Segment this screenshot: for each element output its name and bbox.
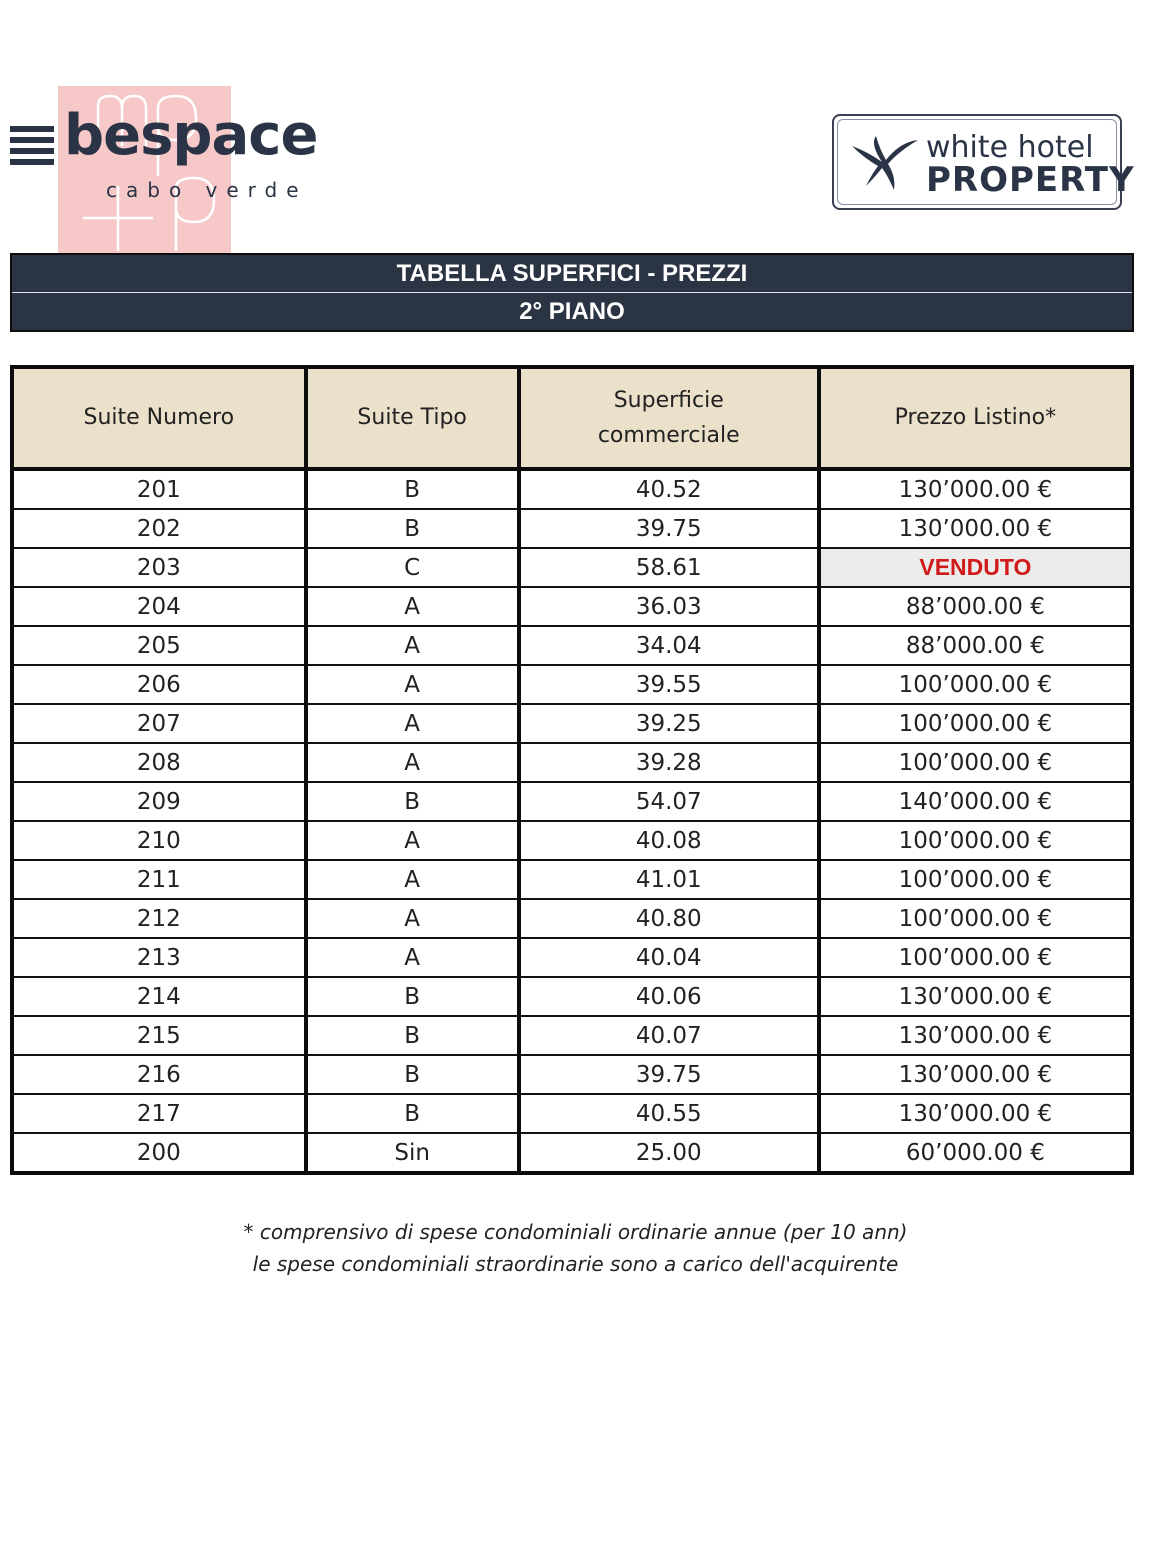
cell-suite-numero: 213: [12, 938, 306, 977]
header-superficie-line1: Superficie: [613, 387, 724, 413]
cell-suite-tipo: A: [306, 587, 519, 626]
price-table: [10, 365, 1134, 1175]
cell-prezzo: 88’000.00 €: [819, 626, 1132, 665]
cell-superficie: 41.01: [519, 860, 819, 899]
cell-suite-tipo: B: [306, 782, 519, 821]
cell-superficie: 34.04: [519, 626, 819, 665]
cell-suite-numero: 208: [12, 743, 306, 782]
table-row: [12, 860, 1132, 899]
table-row: [12, 509, 1132, 548]
cell-superficie: 58.61: [519, 548, 819, 587]
table-row: [12, 899, 1132, 938]
cell-prezzo: 140’000.00 €: [819, 782, 1132, 821]
cell-superficie: 39.25: [519, 704, 819, 743]
cell-suite-numero: 202: [12, 509, 306, 548]
table-row: [12, 548, 1132, 587]
cell-suite-numero: 203: [12, 548, 306, 587]
cell-suite-tipo: B: [306, 469, 519, 509]
cell-suite-numero: 217: [12, 1094, 306, 1133]
cell-prezzo: 100’000.00 €: [819, 860, 1132, 899]
cell-suite-numero: 204: [12, 587, 306, 626]
cell-prezzo: 130’000.00 €: [819, 1094, 1132, 1133]
cell-suite-numero: 206: [12, 665, 306, 704]
table-row: [12, 704, 1132, 743]
header-prezzo: Prezzo Listino*: [819, 367, 1132, 469]
table-row: [12, 626, 1132, 665]
footnote-line-2: le spese condominiali straordinarie sono a carico dell'acquirente: [252, 1252, 899, 1276]
cell-superficie: 40.06: [519, 977, 819, 1016]
cell-prezzo: 100’000.00 €: [819, 821, 1132, 860]
cell-suite-tipo: A: [306, 821, 519, 860]
cell-prezzo: 130’000.00 €: [819, 509, 1132, 548]
cell-prezzo: 100’000.00 €: [819, 743, 1132, 782]
cell-prezzo: 100’000.00 €: [819, 938, 1132, 977]
cell-suite-tipo: B: [306, 1016, 519, 1055]
cell-prezzo: VENDUTO: [819, 548, 1132, 587]
cell-suite-tipo: A: [306, 938, 519, 977]
cell-prezzo: 100’000.00 €: [819, 665, 1132, 704]
cell-superficie: 25.00: [519, 1133, 819, 1173]
cell-suite-numero: 210: [12, 821, 306, 860]
cell-superficie: 40.08: [519, 821, 819, 860]
bars-icon: [10, 126, 54, 170]
footnote-line-1: * comprensivo di spese condominiali ordinarie annue (per 10 ann): [243, 1220, 908, 1244]
cell-suite-tipo: A: [306, 626, 519, 665]
cell-prezzo: 130’000.00 €: [819, 977, 1132, 1016]
table-row: [12, 938, 1132, 977]
table-row: [12, 1055, 1132, 1094]
floor-title: 2° PIANO: [519, 297, 625, 325]
brand-line-2: PROPERTY: [926, 160, 1135, 200]
header-superficie: [519, 367, 819, 469]
cell-suite-tipo: A: [306, 665, 519, 704]
cell-prezzo: 100’000.00 €: [819, 899, 1132, 938]
cell-suite-tipo: A: [306, 860, 519, 899]
title-banner: [10, 253, 1134, 332]
cell-prezzo: 60’000.00 €: [819, 1133, 1132, 1173]
bespace-logo: [10, 86, 318, 261]
cell-prezzo: 100’000.00 €: [819, 704, 1132, 743]
cell-suite-numero: 212: [12, 899, 306, 938]
cell-suite-numero: 200: [12, 1133, 306, 1173]
cell-suite-numero: 214: [12, 977, 306, 1016]
cell-suite-tipo: B: [306, 1094, 519, 1133]
table-row: [12, 743, 1132, 782]
brand-line-1: white hotel: [926, 130, 1094, 165]
cell-prezzo: 130’000.00 €: [819, 1016, 1132, 1055]
table-row: [12, 821, 1132, 860]
table-row: [12, 469, 1132, 509]
cell-superficie: 40.80: [519, 899, 819, 938]
cell-suite-numero: 216: [12, 1055, 306, 1094]
cell-suite-tipo: B: [306, 977, 519, 1016]
brand-name: bespace: [64, 103, 318, 168]
table-row: [12, 1133, 1132, 1173]
cell-prezzo: 88’000.00 €: [819, 587, 1132, 626]
cell-superficie: 40.55: [519, 1094, 819, 1133]
cell-superficie: 40.52: [519, 469, 819, 509]
cell-suite-tipo: A: [306, 743, 519, 782]
cell-suite-tipo: B: [306, 1055, 519, 1094]
cell-suite-numero: 201: [12, 469, 306, 509]
cell-superficie: 39.75: [519, 509, 819, 548]
table-row: [12, 977, 1132, 1016]
cell-suite-tipo: A: [306, 899, 519, 938]
header-superficie-line2: commerciale: [597, 423, 740, 448]
white-hotel-property-logo: [832, 114, 1135, 210]
cell-suite-tipo: A: [306, 704, 519, 743]
cell-superficie: 39.55: [519, 665, 819, 704]
cell-superficie: 40.04: [519, 938, 819, 977]
header-suite-numero: Suite Numero: [12, 367, 306, 469]
header-suite-tipo: Suite Tipo: [306, 367, 519, 469]
cell-suite-numero: 207: [12, 704, 306, 743]
brand-tagline: cabo verde: [106, 178, 308, 202]
cell-suite-tipo: C: [306, 548, 519, 587]
cell-suite-tipo: B: [306, 509, 519, 548]
cell-superficie: 39.28: [519, 743, 819, 782]
table-row: [12, 1016, 1132, 1055]
cell-suite-tipo: Sin: [306, 1133, 519, 1173]
cell-suite-numero: 205: [12, 626, 306, 665]
cell-superficie: 40.07: [519, 1016, 819, 1055]
cell-superficie: 36.03: [519, 587, 819, 626]
table-title: TABELLA SUPERFICI - PREZZI: [396, 259, 748, 287]
table-row: [12, 782, 1132, 821]
cell-suite-numero: 211: [12, 860, 306, 899]
table-row: [12, 665, 1132, 704]
cell-suite-numero: 209: [12, 782, 306, 821]
cell-superficie: 54.07: [519, 782, 819, 821]
starfish-icon: [848, 132, 920, 194]
cell-prezzo: 130’000.00 €: [819, 469, 1132, 509]
table-header-row: [12, 367, 1132, 469]
cell-suite-numero: 215: [12, 1016, 306, 1055]
cell-prezzo: 130’000.00 €: [819, 1055, 1132, 1094]
cell-superficie: 39.75: [519, 1055, 819, 1094]
table-row: [12, 1094, 1132, 1133]
table-row: [12, 587, 1132, 626]
